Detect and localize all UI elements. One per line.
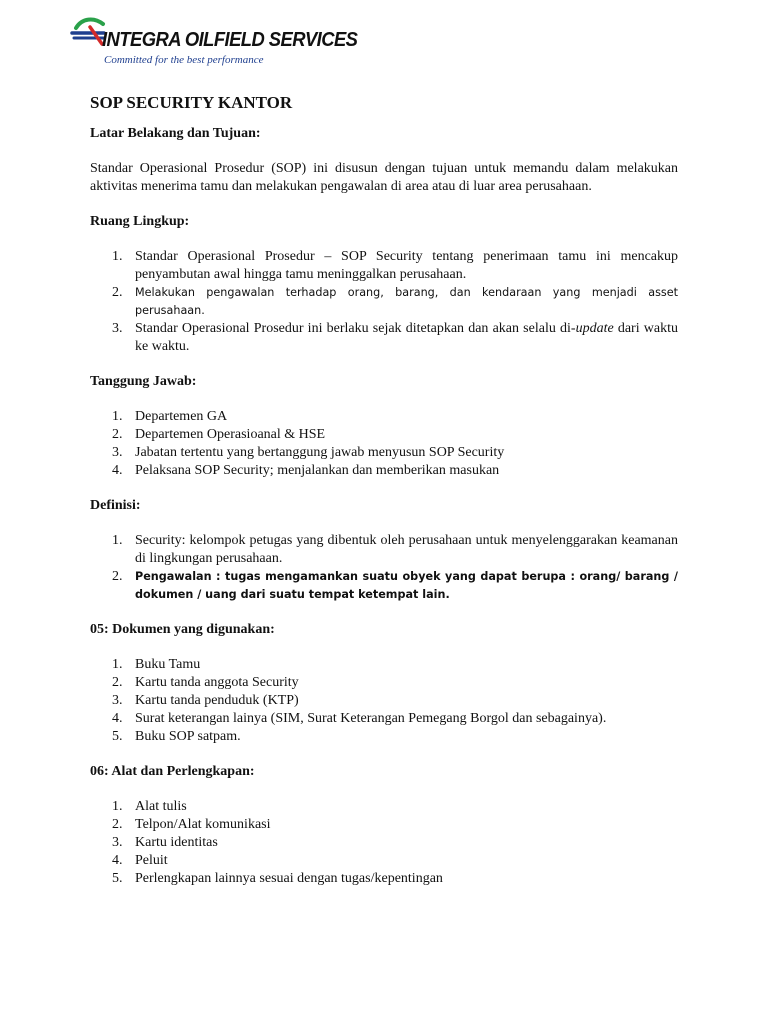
section-heading-dokumen: 05: Dokumen yang digunakan: [90,622,275,637]
company-logo [70,14,358,72]
paragraph-latar: Standar Operasional Prosedur (SOP) ini disusun dengan tujuan untuk memandu dalam melakukan aktivitas menerima tamu dan melakukan pengawalan di area atau di luar area perusahaan. [90,161,678,194]
list-item: 1. Departemen GA [112,409,228,424]
section-heading-latar: Latar Belakang dan Tujuan: [90,126,261,141]
list-item: 2. Telpon/Alat komunikasi [112,817,271,832]
page-title: SOP SECURITY KANTOR [90,93,293,112]
list-item: 3. Kartu tanda penduduk (KTP) [112,693,299,708]
list-item: 4. Pelaksana SOP Security; menjalankan dan memberikan masukan [112,463,500,478]
document-body [90,91,678,905]
list-item: 2. Melakukan pengawalan terhadap orang, barang, dan kendaraan yang menjadi asset perusahaan. [112,285,678,317]
list-definisi [90,532,678,604]
list-tanggung [90,408,678,480]
list-item: 2. Pengawalan : tugas mengamankan suatu obyek yang dapat berupa : orang/ barang / dokumen / uang dari suatu tempat ketempat lain. [112,569,678,601]
list-item: 3. Kartu identitas [112,835,218,850]
company-tagline: Committed for the best performance [104,54,264,66]
list-item: 2. Departemen Operasioanal & HSE [112,427,326,442]
section-heading-ruang: Ruang Lingkup: [90,214,190,229]
list-item: 1. Alat tulis [112,799,187,814]
list-ruang [90,248,678,356]
section-heading-definisi: Definisi: [90,498,141,513]
list-item: 1. Standar Operasional Prosedur – SOP Security tentang penerimaan tamu ini mencakup penyambutan awal hingga tamu meninggalkan perusahaan. [112,249,678,282]
list-item: 5. Buku SOP satpam. [112,729,241,744]
list-dokumen [90,656,678,746]
list-item: 1. Buku Tamu [112,657,201,672]
integra-logo-icon [70,16,106,46]
list-item: 1. Security: kelompok petugas yang dibentuk oleh perusahaan untuk menyelenggarakan keamanan di lingkungan perusahaan. [112,533,678,566]
company-name: INTEGRA OILFIELD SERVICES [102,29,358,51]
list-item: 3. Jabatan tertentu yang bertanggung jawab menyusun SOP Security [112,445,505,460]
list-item: 5. Perlengkapan lainnya sesuai dengan tugas/kepentingan [112,871,443,886]
section-heading-tanggung: Tanggung Jawab: [90,374,197,389]
list-alat [90,798,678,888]
list-item: 3. Standar Operasional Prosedur ini berlaku sejak ditetapkan dan akan selalu di-update dari waktu ke waktu. [112,321,678,354]
section-heading-alat: 06: Alat dan Perlengkapan: [90,764,255,779]
list-item: 4. Surat keterangan lainya (SIM, Surat Keterangan Pemegang Borgol dan sebagainya). [112,711,607,726]
list-item: 4. Peluit [112,853,168,868]
list-item: 2. Kartu tanda anggota Security [112,675,299,690]
